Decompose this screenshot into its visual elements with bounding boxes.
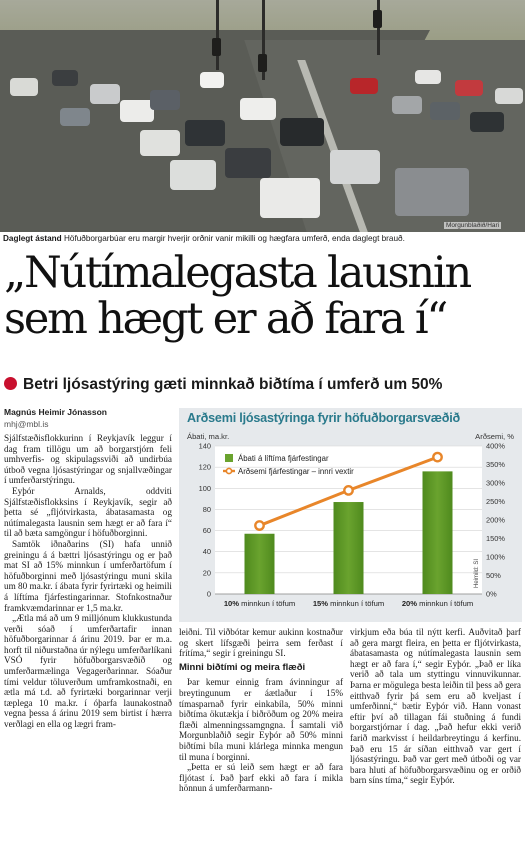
chart-left-axis-label: Ábati, ma.kr.	[187, 432, 230, 441]
headline-line-1: „Nútímalegasta lausnin	[4, 248, 470, 298]
article-paragraph: Eyþór Arnalds, oddviti Sjálfstæðisflokksins í Reykjavík, segir að þetta sé „fljótvirkasta, ábatasamasta og nútímalegasta lausnin sem hægt er að fara í“ til að bæta samgöngur í höfuðborginni.	[4, 485, 172, 539]
car	[415, 70, 441, 84]
car	[225, 148, 271, 178]
car	[52, 70, 78, 86]
chart-right-tick-label: 50%	[486, 571, 501, 580]
article-paragraph: „Þetta er sú leið sem hægt er að fara fljótast í. Það þarf ekki að fara í mikla hönnun á umferðarmann-	[179, 762, 343, 794]
chart-line-point	[344, 486, 352, 494]
car	[430, 102, 460, 120]
subheadline	[4, 375, 524, 395]
article-paragraph: „Ætla má að um 9 milljónum klukkustunda verði sóað í umferðartafir innan höfuðborgarinnar á árinu 2019. Þar er m.a. horft til niðurstaðna úr nýlegu umferðarlíkani VSÓ fyrir höfuðborgarsvæðið og umferðarmælinga Vegagerðarinnar. Sóaður tími veldur töluverðum umframkostnaði, en ætla má t.d. að fyrirtæki borgarinnar verji tæplega 10 ma.kr. í óþarfa launakostnað vegna þessa á árinu 2019 sem birtist í hærra verðlagi en ella og lægri fram-	[4, 613, 172, 730]
byline-email[interactable]: mhj@mbl.is	[4, 419, 49, 429]
chart-left-tick-label: 140	[198, 441, 211, 451]
chart-line-point	[433, 453, 441, 461]
car	[240, 98, 276, 120]
chart-left-tick-label: 120	[198, 462, 211, 472]
article-column-1	[4, 433, 172, 730]
article-paragraph: Samtök iðnaðarins (SI) hafa unnið greiningu á á bættri ljósastýringu og er það mat SI að 15% minnkun í umferðartöfum í höfuðborginni með ljósastýringu muni skila um 80 ma.kr. í ábata fyrir fyrirtæki og heimili á líftíma fjárfestingarinnar. Stofnkostnaður framkvæmdarinnar er 1,5 ma.kr.	[4, 538, 172, 613]
car	[455, 80, 483, 96]
chart-left-tick-label: 100	[198, 483, 211, 493]
legend-bar-swatch	[225, 454, 233, 462]
car	[395, 168, 469, 216]
chart-category-label: 10% minnkun í töfum	[223, 599, 296, 608]
photo-caption	[3, 233, 523, 244]
chart-left-tick-label: 40	[202, 547, 211, 557]
car	[140, 130, 180, 156]
article-paragraph: Þar kemur einnig fram ávinningur af breytingunum er áætlaður í 15% tímasparnað fyrir einkabíla, 50% minni biðtíma ökutækja í biðröðum og 20% meira flæði almenningssamgngna. Í samtali við Morgunblaðið segir Eyþór að 50% minni biðtími bíla muni klárlega minnka mengun til muna í borginni.	[179, 677, 343, 762]
photo-credit: Morgunblaðið/Hari	[446, 222, 500, 229]
car	[392, 96, 422, 114]
chart-right-tick-label: 150%	[486, 534, 505, 543]
car	[90, 84, 120, 104]
chart-right-tick-label: 250%	[486, 497, 505, 506]
chart-left-tick-label: 60	[202, 526, 211, 536]
chart-bar	[423, 471, 453, 594]
chart-right-axis-label: Arðsemi, %	[475, 432, 514, 441]
headline-line-2: sem hægt er að fara í“	[4, 294, 447, 344]
car	[260, 178, 320, 218]
chart-line-point	[255, 521, 263, 529]
car	[280, 118, 324, 146]
car	[350, 78, 378, 94]
article-paragraph: virkjum eða búa til nýtt kerfi. Auðvitað þarf að gera margt fleira, en þetta er fljótvirkasta, ábatasamasta og nútímalegasta lausnin sem hægt er að fara í,“ segir Eyþór. „Það er líka verið að tala um styttingu vinnuvikunnar. Þarna er mögulega besta leiðin til þess að gera eitthvað fyrir þá sem eru að kveljast í umferðinni,“ bætir Eyþór við. Hann vonast eftir því að tillagan fái stuðning á fundi borgarstjórnar í dag. „Það hefur ekki verið farið markvisst í heildarbreytingu á kerfinu. Það eru 15 ár síðan eitthvað var gert í ljósastýringu. Það var gert með útboði og var bara hluti af höfuðborgarsvæðinu og er orðið barn síns tíma,“ segir Eyþór.	[350, 627, 521, 786]
car	[150, 90, 180, 110]
traffic-light-pole	[216, 0, 219, 70]
chart-right-tick-label: 0%	[486, 589, 497, 599]
chart-left-tick-label: 20	[202, 568, 211, 578]
car	[470, 112, 504, 132]
page-headline	[4, 250, 524, 342]
chart-category-label: 20% minnkun í töfum	[401, 599, 474, 608]
chart-arsemi	[179, 408, 522, 622]
chart-svg	[179, 408, 522, 622]
chart-bar	[334, 502, 364, 594]
article-column-3	[350, 627, 521, 786]
chart-left-tick-label: 0	[206, 589, 211, 599]
byline-author: Magnús Heimir Jónasson	[4, 407, 107, 417]
article-subheading: Minni biðtími og meira flæði	[179, 661, 306, 673]
traffic-photo	[0, 0, 525, 232]
car	[200, 72, 224, 88]
article-column-2	[179, 627, 343, 794]
bullet-dot-icon	[4, 377, 17, 390]
traffic-light-icon	[212, 38, 221, 56]
car	[60, 108, 90, 126]
caption-lead: Daglegt ástand	[3, 234, 62, 243]
subheadline-text: Betri ljósastýring gæti minnkað biðtíma í umferð um 50%	[23, 376, 443, 393]
car	[330, 150, 380, 184]
chart-right-tick-label: 300%	[486, 478, 505, 488]
car	[10, 78, 38, 96]
chart-source: Heimild: SI	[474, 558, 480, 588]
caption-text: Höfuðborgarbúar eru margir hverjir orðnir vanir mikilli og hægfara umferð, enda daglegt brauð.	[61, 234, 405, 243]
chart-category-label: 15% minnkun í töfum	[312, 599, 385, 608]
article-paragraph: leiðni. Til viðbótar kemur aukinn kostnaður og skert lífsgæði þeirra sem ferðast í frítíma,“ segir í greiningu SI.	[179, 627, 343, 659]
car	[185, 120, 225, 146]
chart-left-tick-label: 80	[202, 504, 211, 514]
chart-bar	[245, 534, 275, 594]
car	[120, 100, 154, 122]
car	[495, 88, 523, 104]
car	[170, 160, 216, 190]
traffic-light-icon	[258, 54, 267, 72]
chart-title: Arðsemi ljósastýringa fyrir höfuðborgarsvæðið	[187, 411, 461, 425]
legend-line-label: Arðsemi fjárfestingar – innri vextir	[238, 467, 354, 476]
legend-bar-label: Ábati á líftíma fjárfestingar	[238, 454, 329, 463]
traffic-light-icon	[373, 10, 382, 28]
chart-right-tick-label: 350%	[486, 460, 505, 469]
article-paragraph: Sjálfstæðisflokkurinn í Reykjavík leggur í dag fram tillögu um að borgarstjórn feli umhverfis- og skipulagssviði að undirbúa útboð vegna ljósastýringar og snjallvæðingar í umferðarstýringu.	[4, 433, 172, 486]
chart-right-tick-label: 200%	[486, 515, 505, 525]
chart-right-tick-label: 100%	[486, 552, 505, 562]
chart-right-tick-label: 400%	[486, 441, 505, 451]
legend-line-marker	[226, 468, 231, 473]
